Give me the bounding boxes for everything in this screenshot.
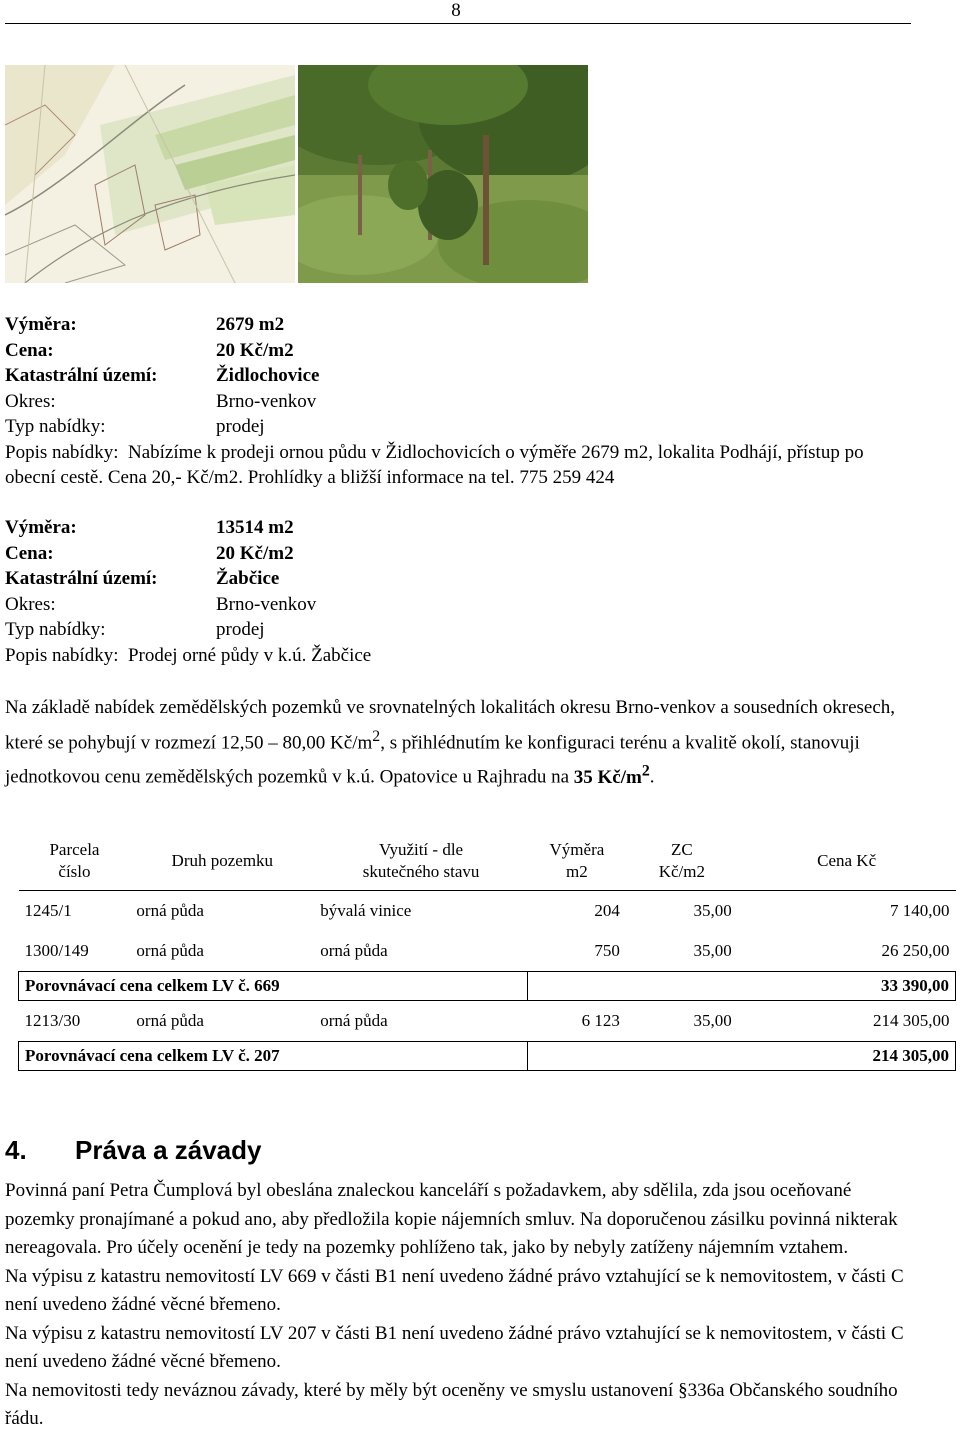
area-label: Výměra: [5,517,77,538]
district-value: Brno-venkov [216,390,317,412]
cell-parcel: 1213/30 [24,1011,81,1030]
cell-parcel: 1300/149 [24,941,89,960]
cell-price: 26 250,00 [881,941,950,960]
offer-2 [5,515,915,668]
summary-end: . [649,766,655,788]
header-rule [5,23,911,24]
offer-type-value: prodej [216,619,265,640]
table-row [19,1001,956,1042]
cell-area: 204 [594,901,620,920]
description-label: Popis nabídky: [5,644,119,666]
cell-unit-price: 35,00 [693,941,732,960]
section-number: 4. [5,1135,27,1165]
cell-area: 6 123 [581,1011,620,1030]
description-label: Popis nabídky: [5,441,119,463]
offer-type-label: Typ nabídky: [5,619,106,640]
col-header-price: Cena Kč [738,832,956,891]
cell-unit-price: 35,00 [693,901,732,920]
price-label: Cena: [5,339,54,361]
offer-type-value: prodej [216,416,265,437]
unit-price-sup: 2 [641,762,650,780]
cell-price: 214 305,00 [873,1011,950,1030]
garden-vineyard-photo [298,65,588,283]
cell-land-type: orná půda [136,1011,204,1030]
area-value: 2679 m2 [216,314,285,335]
unit-price: 35 Kč/m [573,766,642,788]
sum-value: 214 305,00 [528,1042,956,1071]
rights-paragraph: Povinná paní Petra Čumplová byl obeslána znaleckou kanceláří s požadavkem, aby sdělila, zda jsou oceňované pozemky pronajímané a pokud ano, aby předložila kopie nájemních smluv. Na doporučenou zásilku povinná nikterak nereagovala. Pro účely ocenění je tedy na pozemky pohlíženo tak, jako by nebyly zatíženy nájemním vztahem. [5,1180,898,1258]
cell-usage: bývalá vinice [320,901,412,920]
col-header-usage: Využití - dle skutečného stavu [314,832,528,891]
cadastre-value: Židlochovice [216,365,320,386]
cell-land-type: orná půda [136,901,204,920]
summary-text-a: Na základě nabídek zemědělských pozemků ve srovnatelných lokalitách okresu Brno-venkov a sousedních okresech, které se pohybují v rozmezí 12,50 – 80,00 Kč/m [5,697,896,753]
price-value: 20 Kč/m2 [216,339,294,361]
cadastre-value: Žabčice [216,568,280,589]
cell-usage: orná půda [320,1011,388,1030]
sum-value: 33 390,00 [528,972,956,1001]
comparison-table [18,832,956,1071]
cell-price: 7 140,00 [890,901,950,920]
district-value: Brno-venkov [216,593,317,615]
rights-text [5,1177,917,1434]
cell-land-type: orná půda [136,941,204,960]
cell-unit-price: 35,00 [693,1011,732,1030]
area-value: 13514 m2 [216,517,294,538]
offer-type-label: Typ nabídky: [5,416,106,437]
area-label: Výměra: [5,314,77,335]
description-text: Nabízíme k prodeji ornou půdu v Židlochovicích o výměře 2679 m2, lokalita Podhájí, přístup po obecní cestě. Cena 20,- Kč/m2. Prohlídky a bližší informace na tel. 775 259 424 [5,441,864,488]
rights-paragraph: Na výpisu z katastru nemovitostí LV 669 v části B1 není uvedeno žádné právo vztahující se k nemovitostem, v části C není uvedeno žádné věcné břemeno. [5,1265,904,1315]
sum-row [19,972,956,1001]
cadastral-map-photo [5,65,295,283]
unit-price-paragraph [5,694,917,792]
rights-paragraph: Na výpisu z katastru nemovitostí LV 207 v části B1 není uvedeno žádné právo vztahující se k nemovitostem, v části C není uvedeno žádné věcné břemeno. [5,1322,904,1372]
cell-usage: orná půda [320,941,388,960]
col-header-area: Výměra m2 [528,832,626,891]
summary-sup: 2 [372,727,381,745]
price-label: Cena: [5,542,54,564]
sum-label: Porovnávací cena celkem LV č. 669 [19,972,528,1001]
table-row [19,891,956,932]
cell-parcel: 1245/1 [24,901,72,920]
price-value: 20 Kč/m2 [216,542,294,564]
table-header-row [19,832,956,891]
cadastre-label: Katastrální území: [5,365,158,386]
section-heading [5,1133,261,1167]
rights-paragraph: Na nemovitosti tedy neváznou závady, které by měly být oceněny ve smyslu ustanovení §336a Občanského soudního řádu. [5,1379,898,1429]
district-label: Okres: [5,390,56,412]
district-label: Okres: [5,593,56,615]
offer-1 [5,312,915,491]
cadastre-label: Katastrální území: [5,568,158,589]
summary-text-b: , s přihlédnutím ke konfiguraci terénu a kvalitě okolí, stanovuji jednotkovou cenu zemědělských pozemků v k.ú. Opatovice u Rajhradu na [5,731,860,788]
description-text: Prodej orné půdy v k.ú. Žabčice [127,644,372,666]
page-number: 8 [451,0,461,21]
table-row [19,931,956,972]
col-header-parcel: Parcela číslo [19,832,131,891]
cell-area: 750 [594,941,620,960]
sum-label: Porovnávací cena celkem LV č. 207 [19,1042,528,1071]
col-header-unit-price: ZC Kč/m2 [626,832,738,891]
section-title: Práva a závady [75,1135,262,1165]
col-header-land-type: Druh pozemku [130,832,314,891]
sum-row [19,1042,956,1071]
